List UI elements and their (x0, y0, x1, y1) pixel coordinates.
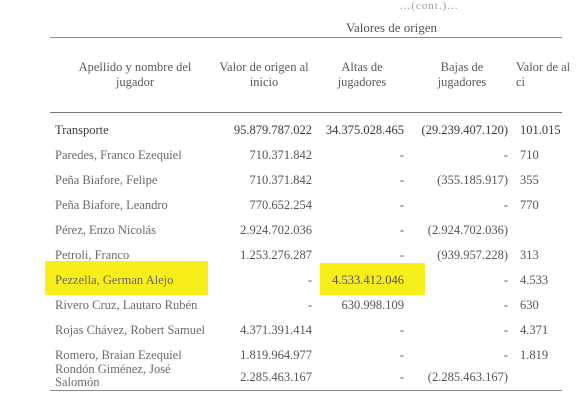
cell-c3: (2.285.463.167) (427, 370, 508, 384)
cell-c4: 4.533 (520, 273, 549, 287)
cell-c2: - (399, 173, 404, 187)
cell-c3: (355.185.917) (437, 173, 508, 187)
cell-c3: - (503, 323, 508, 337)
cell-c4: 355 (520, 173, 539, 187)
cell-name: Rojas Chávez, Robert Samuel (55, 323, 205, 337)
cell-c3: (29.239.407.120) (421, 123, 508, 137)
table-row (0, 168, 562, 192)
cell-c3: (939.957.228) (437, 248, 508, 262)
cell-c1: 1.819.964.977 (240, 348, 312, 362)
cell-c1: 1.253.276.287 (240, 248, 312, 262)
table-row (0, 318, 562, 342)
cell-name: Transporte (55, 123, 109, 137)
cell-c3: - (503, 273, 508, 287)
cell-c4: 630 (520, 298, 539, 312)
header-bajas: Bajas de jugadores (437, 60, 487, 89)
cell-c2: - (399, 348, 404, 362)
cell-name: Paredes, Franco Ezequiel (55, 148, 182, 162)
cell-c4: 101.015 (520, 123, 561, 137)
cell-name: Pérez, Enzo Nicolás (55, 223, 157, 237)
cell-c1: 2.285.463.167 (240, 370, 312, 384)
cell-name: Peña Biafore, Leandro (55, 198, 168, 212)
table-row (0, 362, 562, 389)
cell-c4 (520, 365, 580, 389)
cell-name: Petroli, Franco (55, 248, 130, 262)
cell-c3: - (503, 148, 508, 162)
cell-c4: 770 (520, 198, 539, 212)
table-row (0, 143, 562, 167)
cell-c4: 1.819 (520, 348, 549, 362)
header-altas: Altas de jugadores (337, 60, 387, 89)
cell-c1: - (307, 298, 312, 312)
cell-c2: - (399, 248, 404, 262)
table-row (0, 293, 562, 317)
cell-c1: 710.371.842 (249, 148, 312, 162)
table-row (0, 193, 562, 217)
cell-c4: 4.371 (520, 323, 549, 337)
cell-c2: 4.533.412.046 (332, 273, 404, 287)
cell-name: Rivero Cruz, Lautaro Rubén (55, 298, 198, 312)
cell-c2: - (399, 198, 404, 212)
cell-c2: - (399, 370, 404, 384)
group-title: Valores de origen (346, 20, 437, 35)
cell-c1: 770.652.254 (249, 198, 312, 212)
table-row (0, 218, 562, 242)
cell-c3: - (503, 198, 508, 212)
header-underline (50, 112, 562, 113)
cell-c3: - (503, 348, 508, 362)
header-valor-inicio: Valor de origen al inicio (219, 60, 309, 89)
cell-c2: - (399, 148, 404, 162)
cell-c1: 2.924.702.036 (240, 223, 312, 237)
cell-c2: - (399, 223, 404, 237)
cell-c2: 34.375.028.465 (325, 123, 404, 137)
cell-c3: (2.924.702.036) (427, 223, 508, 237)
cell-c2: 630.998.109 (341, 298, 404, 312)
table-bottom-rule (50, 390, 562, 391)
group-underline (50, 37, 562, 38)
cell-name: Rondón Giménez, José Salomón (55, 362, 171, 389)
cell-name: Pezzella, German Alejo (55, 273, 174, 287)
header-valor-cierre: Valor de al ci (516, 60, 571, 89)
cell-c4: 710 (520, 148, 539, 162)
table-row (0, 268, 562, 292)
cell-c2: - (399, 323, 404, 337)
cell-c3: - (503, 298, 508, 312)
cell-name: Romero, Braian Ezequiel (55, 348, 182, 362)
cell-c4: 313 (520, 248, 539, 262)
table-row (0, 118, 562, 142)
header-name: Apellido y nombre del jugador (78, 60, 192, 89)
cell-c4 (520, 218, 580, 242)
page-header-fragment: ...(cont.)... (400, 0, 459, 12)
cell-name: Peña Biafore, Felipe (55, 173, 158, 187)
cell-c1: 95.879.787.022 (233, 123, 312, 137)
cell-c1: - (307, 273, 312, 287)
table-row (0, 243, 562, 267)
cell-c1: 710.371.842 (249, 173, 312, 187)
cell-c1: 4.371.391.414 (240, 323, 312, 337)
